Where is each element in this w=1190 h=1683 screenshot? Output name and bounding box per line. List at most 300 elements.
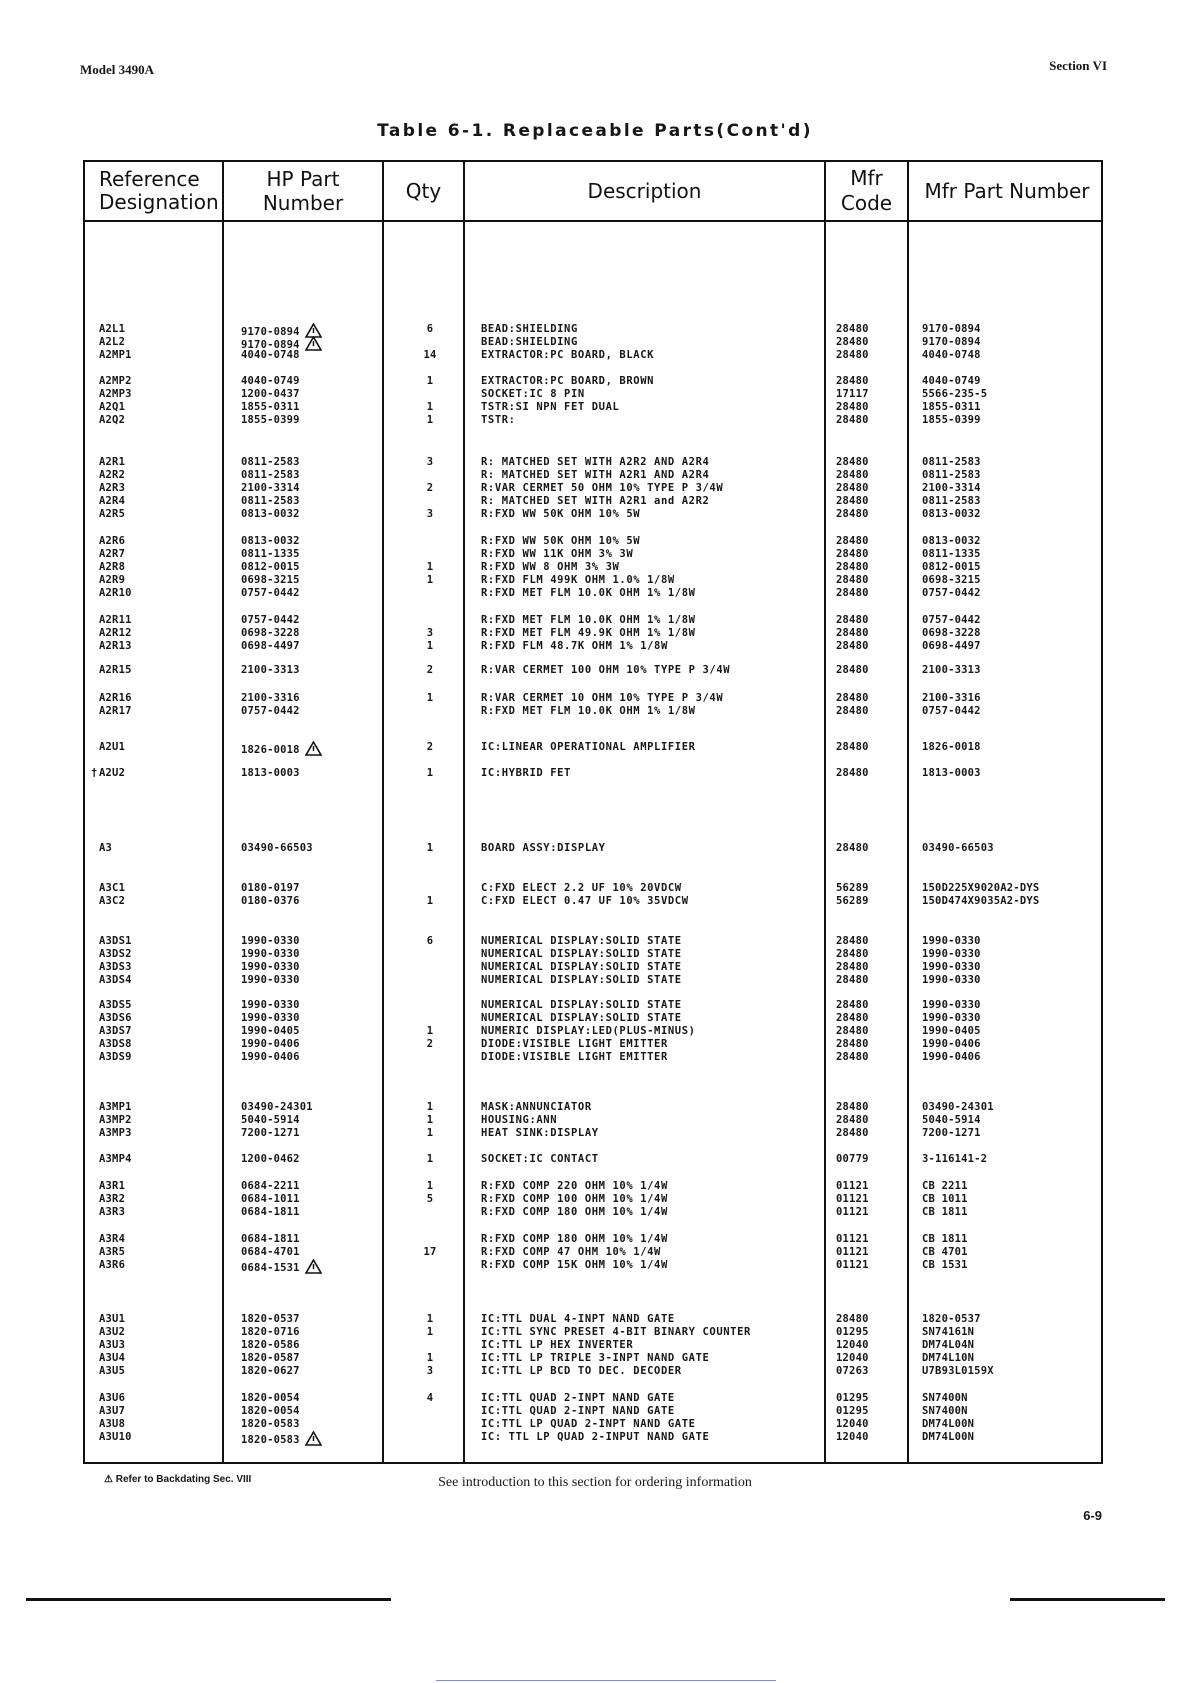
mfr-part-number-cell: 2100-3314 [922, 482, 981, 494]
mfr-code-cell: 56289 [836, 882, 869, 894]
warning-triangle-icon [305, 1431, 322, 1446]
ref-designation-cell: A3DS4 [99, 974, 132, 986]
hp-part-number-cell: 1990-0330 [241, 1012, 300, 1024]
mfr-part-number-cell: 1990-0330 [922, 961, 981, 973]
hp-part-number-cell: 0811-2583 [241, 456, 300, 468]
qty-cell: 1 [426, 1326, 434, 1338]
page-edge-rule-left [26, 1598, 391, 1601]
description-cell: R:FXD MET FLM 10.0K OHM 1% 1/8W [481, 614, 696, 626]
col-header-reference: Reference Designation [99, 167, 219, 214]
description-cell: TSTR: [481, 414, 516, 426]
ref-designation-cell: A2R12 [99, 627, 132, 639]
description-cell: BEAD:SHIELDING [481, 336, 578, 348]
ref-designation-cell: A3C1 [99, 882, 126, 894]
ref-designation-cell: A2R15 [99, 664, 132, 676]
mfr-code-cell: 28480 [836, 935, 869, 947]
description-cell: R:FXD COMP 180 OHM 10% 1/4W [481, 1206, 668, 1218]
hp-part-number-cell: 0757-0442 [241, 614, 300, 626]
hp-part-number-cell: 0698-3228 [241, 627, 300, 639]
mfr-part-number-cell: 0757-0442 [922, 587, 981, 599]
mfr-part-number-cell: 0811-2583 [922, 456, 981, 468]
hp-part-number-cell: 9170-0894 [241, 323, 391, 339]
mfr-code-cell: 28480 [836, 414, 869, 426]
ref-designation-cell: A2R4 [99, 495, 126, 507]
hp-part-number-cell: 1200-0437 [241, 388, 300, 400]
hp-part-number-cell: 0698-4497 [241, 640, 300, 652]
mfr-part-number-cell: 9170-0894 [922, 323, 981, 335]
mfr-part-number-cell: 0812-0015 [922, 561, 981, 573]
mfr-part-number-cell: 2100-3313 [922, 664, 981, 676]
description-cell: EXTRACTOR:PC BOARD, BLACK [481, 349, 655, 361]
ref-designation-cell: A3R2 [99, 1193, 126, 1205]
qty-cell: 3 [426, 627, 434, 639]
description-cell: R:VAR CERMET 100 OHM 10% TYPE P 3/4W [481, 664, 731, 676]
qty-cell: 1 [426, 1153, 434, 1165]
backdating-footnote: ⚠ Refer to Backdating Sec. VIII [104, 1474, 252, 1485]
mfr-part-number-cell: 2100-3316 [922, 692, 981, 704]
mfr-code-cell: 28480 [836, 469, 869, 481]
mfr-part-number-cell: 1990-0330 [922, 1012, 981, 1024]
qty-cell: 6 [426, 935, 434, 947]
mfr-code-cell: 28480 [836, 692, 869, 704]
description-cell: IC:TTL DUAL 4-INPT NAND GATE [481, 1313, 675, 1325]
ref-designation-cell: A2R10 [99, 587, 132, 599]
hp-part-number-cell: 0811-2583 [241, 469, 300, 481]
mfr-code-cell: 01121 [836, 1180, 869, 1192]
hp-part-number-cell: 1820-0583 [241, 1418, 300, 1430]
mfr-code-cell: 28480 [836, 1012, 869, 1024]
qty-cell: 1 [426, 895, 434, 907]
ref-designation-cell: A3R1 [99, 1180, 126, 1192]
hp-part-number-cell: 0813-0032 [241, 535, 300, 547]
qty-cell: 1 [426, 574, 434, 586]
description-cell: R:VAR CERMET 10 OHM 10% TYPE P 3/4W [481, 692, 724, 704]
ordering-note: See introduction to this section for ordering information [438, 1475, 752, 1490]
ref-designation-cell: A3R4 [99, 1233, 126, 1245]
mfr-code-cell: 01295 [836, 1392, 869, 1404]
ref-designation-cell: A3U8 [99, 1418, 126, 1430]
mfr-part-number-cell: 9170-0894 [922, 336, 981, 348]
page-number: 6-9 [1083, 1508, 1102, 1523]
hp-part-number-cell: 9170-0894 [241, 336, 391, 352]
mfr-code-cell: 12040 [836, 1418, 869, 1430]
ref-designation-cell: A2R3 [99, 482, 126, 494]
mfr-part-number-cell: SN7400N [922, 1405, 968, 1417]
mfr-part-number-cell: 5040-5914 [922, 1114, 981, 1126]
mfr-part-number-cell: 4040-0748 [922, 349, 981, 361]
description-cell: IC:TTL SYNC PRESET 4-BIT BINARY COUNTER [481, 1326, 751, 1338]
qty-cell: 3 [426, 1365, 434, 1377]
description-cell: R: MATCHED SET WITH A2R1 AND A2R4 [481, 469, 710, 481]
hp-part-number-cell: 1990-0405 [241, 1025, 300, 1037]
page-edge-rule-right [1010, 1598, 1165, 1601]
ref-designation-cell: A3 [99, 842, 113, 854]
table-caption: Table 6-1. Replaceable Parts(Cont'd) [377, 121, 813, 141]
mfr-part-number-cell: 1990-0330 [922, 948, 981, 960]
hp-part-number-cell: 1990-0330 [241, 935, 300, 947]
ref-designation-cell: A3U7 [99, 1405, 126, 1417]
qty-cell: 1 [426, 375, 434, 387]
mfr-part-number-cell: 5566-235-5 [922, 388, 988, 400]
ref-designation-cell: A2Q2 [99, 414, 126, 426]
qty-cell: 1 [426, 401, 434, 413]
ref-designation-cell: A3R5 [99, 1246, 126, 1258]
hp-part-number-cell: 1820-0054 [241, 1392, 300, 1404]
description-cell: R:FXD COMP 15K OHM 10% 1/4W [481, 1259, 668, 1271]
hp-part-number-cell: 1990-0406 [241, 1051, 300, 1063]
mfr-code-cell: 28480 [836, 401, 869, 413]
description-cell: IC:TTL LP HEX INVERTER [481, 1339, 634, 1351]
mfr-part-number-cell: 1990-0406 [922, 1051, 981, 1063]
mfr-part-number-cell: 0811-2583 [922, 495, 981, 507]
description-cell: IC: TTL LP QUAD 2-INPUT NAND GATE [481, 1431, 710, 1443]
hp-part-number-cell: 0698-3215 [241, 574, 300, 586]
qty-cell: 1 [426, 561, 434, 573]
hp-part-number-cell: 0812-0015 [241, 561, 300, 573]
mfr-code-cell: 28480 [836, 349, 869, 361]
description-cell: SOCKET:IC 8 PIN [481, 388, 585, 400]
ref-designation-cell: A2L2 [99, 336, 126, 348]
mfr-code-cell: 01295 [836, 1326, 869, 1338]
warning-triangle-icon [305, 1259, 322, 1274]
mfr-code-cell: 28480 [836, 482, 869, 494]
hp-part-number-cell: 0684-1011 [241, 1193, 300, 1205]
description-cell: DIODE:VISIBLE LIGHT EMITTER [481, 1038, 668, 1050]
mfr-code-cell: 28480 [836, 574, 869, 586]
hp-part-number-cell: 0684-1811 [241, 1233, 300, 1245]
description-cell: HOUSING:ANN [481, 1114, 558, 1126]
hp-part-number-cell: 1820-0054 [241, 1405, 300, 1417]
mfr-part-number-cell: SN7400N [922, 1392, 968, 1404]
qty-cell: 1 [426, 1313, 434, 1325]
ref-designation-cell: A2R11 [99, 614, 132, 626]
qty-cell: 1 [426, 640, 434, 652]
mfr-code-cell: 28480 [836, 767, 869, 779]
ref-designation-cell: A3R6 [99, 1259, 126, 1271]
description-cell: R:FXD WW 50K OHM 10% 5W [481, 535, 641, 547]
ref-designation-cell: A3U5 [99, 1365, 126, 1377]
mfr-part-number-cell: 0698-4497 [922, 640, 981, 652]
ref-designation-cell: A2R5 [99, 508, 126, 520]
description-cell: R:FXD WW 11K OHM 3% 3W [481, 548, 634, 560]
mfr-part-number-cell: 0811-1335 [922, 548, 981, 560]
mfr-part-number-cell: CB 1531 [922, 1259, 968, 1271]
hp-part-number-cell: 03490-24301 [241, 1101, 313, 1113]
mfr-part-number-cell: 0698-3228 [922, 627, 981, 639]
description-cell: R:FXD WW 50K OHM 10% 5W [481, 508, 641, 520]
hp-part-number-cell: 7200-1271 [241, 1127, 300, 1139]
mfr-code-cell: 12040 [836, 1352, 869, 1364]
mfr-part-number-cell: 1990-0330 [922, 935, 981, 947]
description-cell: R:VAR CERMET 50 OHM 10% TYPE P 3/4W [481, 482, 724, 494]
qty-cell: 3 [426, 508, 434, 520]
qty-cell: 1 [426, 1025, 434, 1037]
description-cell: NUMERICAL DISPLAY:SOLID STATE [481, 961, 682, 973]
hp-part-number-cell: 1820-0586 [241, 1339, 300, 1351]
qty-cell: 2 [426, 1038, 434, 1050]
mfr-code-cell: 28480 [836, 842, 869, 854]
ref-designation-cell: A3DS3 [99, 961, 132, 973]
hp-part-number-cell: 1990-0406 [241, 1038, 300, 1050]
hp-part-number-cell: 0180-0376 [241, 895, 300, 907]
mfr-part-number-cell: CB 1011 [922, 1193, 968, 1205]
ref-designation-cell: A3DS7 [99, 1025, 132, 1037]
ref-designation-cell: A3DS6 [99, 1012, 132, 1024]
mfr-part-number-cell: CB 4701 [922, 1246, 968, 1258]
mfr-code-cell: 12040 [836, 1431, 869, 1443]
mfr-code-cell: 28480 [836, 1101, 869, 1113]
ref-designation-cell: A2R6 [99, 535, 126, 547]
mfr-code-cell: 28480 [836, 627, 869, 639]
hp-part-number-cell: 0684-1811 [241, 1206, 300, 1218]
description-cell: IC:TTL LP QUAD 2-INPT NAND GATE [481, 1418, 696, 1430]
ref-designation-cell: A2R7 [99, 548, 126, 560]
ref-designation-cell: A3MP2 [99, 1114, 132, 1126]
mfr-code-cell: 28480 [836, 1025, 869, 1037]
description-cell: MASK:ANNUNCIATOR [481, 1101, 592, 1113]
mfr-code-cell: 01121 [836, 1246, 869, 1258]
hp-part-number-cell: 4040-0749 [241, 375, 300, 387]
mfr-part-number-cell: 7200-1271 [922, 1127, 981, 1139]
ref-designation-cell: A2R9 [99, 574, 126, 586]
mfr-part-number-cell: 3-116141-2 [922, 1153, 988, 1165]
hp-part-number-cell: 0684-4701 [241, 1246, 300, 1258]
mfr-part-number-cell: CB 1811 [922, 1206, 968, 1218]
mfr-part-number-cell: 150D474X9035A2-DYS [922, 895, 1040, 907]
hp-part-number-cell: 1813-0003 [241, 767, 300, 779]
qty-cell: 1 [426, 692, 434, 704]
ref-designation-cell: A2MP3 [99, 388, 132, 400]
description-cell: NUMERICAL DISPLAY:SOLID STATE [481, 935, 682, 947]
ref-designation-cell: A2R1 [99, 456, 126, 468]
description-cell: R: MATCHED SET WITH A2R2 AND A2R4 [481, 456, 710, 468]
mfr-part-number-cell: 0813-0032 [922, 508, 981, 520]
hp-part-number-cell: 1820-0587 [241, 1352, 300, 1364]
qty-cell: 6 [426, 323, 434, 335]
hp-part-number-cell: 1855-0311 [241, 401, 300, 413]
mfr-part-number-cell: 4040-0749 [922, 375, 981, 387]
mfr-part-number-cell: CB 1811 [922, 1233, 968, 1245]
mfr-code-cell: 01121 [836, 1193, 869, 1205]
description-cell: R:FXD MET FLM 10.0K OHM 1% 1/8W [481, 705, 696, 717]
mfr-part-number-cell: CB 2211 [922, 1180, 968, 1192]
mfr-code-cell: 28480 [836, 323, 869, 335]
ref-designation-cell: A2R16 [99, 692, 132, 704]
description-cell: NUMERICAL DISPLAY:SOLID STATE [481, 999, 682, 1011]
mfr-code-cell: 28480 [836, 961, 869, 973]
mfr-code-cell: 28480 [836, 561, 869, 573]
hp-part-number-cell: 2100-3314 [241, 482, 300, 494]
description-cell: R:FXD MET FLM 49.9K OHM 1% 1/8W [481, 627, 696, 639]
hp-part-number-cell: 2100-3316 [241, 692, 300, 704]
mfr-part-number-cell: 1990-0330 [922, 999, 981, 1011]
description-cell: C:FXD ELECT 0.47 UF 10% 35VDCW [481, 895, 689, 907]
ref-designation-cell: A3U10 [99, 1431, 132, 1443]
qty-cell: 1 [426, 1352, 434, 1364]
ref-designation-cell: A3U3 [99, 1339, 126, 1351]
mfr-part-number-cell: 1813-0003 [922, 767, 981, 779]
ref-designation-cell: A3DS1 [99, 935, 132, 947]
qty-cell: 2 [426, 482, 434, 494]
description-cell: NUMERICAL DISPLAY:SOLID STATE [481, 974, 682, 986]
ref-designation-cell: A2Q1 [99, 401, 126, 413]
ref-designation-cell: A3DS9 [99, 1051, 132, 1063]
mfr-part-number-cell: 0813-0032 [922, 535, 981, 547]
qty-cell: 1 [426, 842, 434, 854]
mfr-part-number-cell: DM74L00N [922, 1431, 975, 1443]
hp-part-number-cell: 1820-0583 [241, 1431, 391, 1447]
mfr-code-cell: 28480 [836, 456, 869, 468]
description-cell: BOARD ASSY:DISPLAY [481, 842, 606, 854]
col-header-mfr-code: Mfr Code [840, 166, 893, 215]
col-header-hp-part: HP Part Number [262, 167, 344, 215]
col-header-description: Description [587, 179, 702, 203]
hp-part-number-cell: 1200-0462 [241, 1153, 300, 1165]
description-cell: NUMERICAL DISPLAY:SOLID STATE [481, 1012, 682, 1024]
qty-cell: 17 [423, 1246, 437, 1258]
description-cell: TSTR:SI NPN FET DUAL [481, 401, 620, 413]
hp-part-number-cell: 2100-3313 [241, 664, 300, 676]
mfr-part-number-cell: 0698-3215 [922, 574, 981, 586]
mfr-code-cell: 01121 [836, 1206, 869, 1218]
col-header-qty: Qty [405, 179, 442, 203]
ref-designation-cell: A3DS8 [99, 1038, 132, 1050]
ref-designation-cell: A3U4 [99, 1352, 126, 1364]
mfr-code-cell: 01121 [836, 1259, 869, 1271]
mfr-code-cell: 28480 [836, 1313, 869, 1325]
qty-cell: 1 [426, 1101, 434, 1113]
description-cell: BEAD:SHIELDING [481, 323, 578, 335]
description-cell: IC:TTL QUAD 2-INPT NAND GATE [481, 1405, 675, 1417]
mfr-part-number-cell: DM74L00N [922, 1418, 975, 1430]
mfr-part-number-cell: SN74161N [922, 1326, 975, 1338]
description-cell: R:FXD WW 8 OHM 3% 3W [481, 561, 620, 573]
qty-cell: 1 [426, 1127, 434, 1139]
hp-part-number-cell: 5040-5914 [241, 1114, 300, 1126]
mfr-code-cell: 28480 [836, 535, 869, 547]
hp-part-number-cell: 0684-2211 [241, 1180, 300, 1192]
hp-part-number-cell: 1820-0716 [241, 1326, 300, 1338]
ref-designation-cell: A3C2 [99, 895, 126, 907]
hp-part-number-cell: 0180-0197 [241, 882, 300, 894]
mfr-code-cell: 28480 [836, 664, 869, 676]
ref-designation-cell: A2R2 [99, 469, 126, 481]
mfr-part-number-cell: 150D225X9020A2-DYS [922, 882, 1040, 894]
description-cell: R:FXD FLM 48.7K OHM 1% 1/8W [481, 640, 668, 652]
qty-cell: 2 [426, 741, 434, 753]
qty-cell: 1 [426, 767, 434, 779]
mfr-part-number-cell: 0811-2583 [922, 469, 981, 481]
mfr-part-number-cell: 03490-66503 [922, 842, 994, 854]
mfr-part-number-cell: 1990-0406 [922, 1038, 981, 1050]
ref-designation-cell: A3MP1 [99, 1101, 132, 1113]
hp-part-number-cell: 1820-0537 [241, 1313, 300, 1325]
hp-part-number-cell: 0811-1335 [241, 548, 300, 560]
description-cell: IC:HYBRID FET [481, 767, 571, 779]
description-cell: EXTRACTOR:PC BOARD, BROWN [481, 375, 655, 387]
mfr-code-cell: 28480 [836, 705, 869, 717]
hp-part-number-cell: 03490-66503 [241, 842, 313, 854]
description-cell: R:FXD COMP 180 OHM 10% 1/4W [481, 1233, 668, 1245]
description-cell: HEAT SINK:DISPLAY [481, 1127, 599, 1139]
mfr-part-number-cell: 03490-24301 [922, 1101, 994, 1113]
ref-designation-cell: A2R8 [99, 561, 126, 573]
hp-part-number-cell: 0757-0442 [241, 705, 300, 717]
ref-designation-cell: A2R17 [99, 705, 132, 717]
hp-part-number-cell: 0811-2583 [241, 495, 300, 507]
description-cell: R:FXD COMP 100 OHM 10% 1/4W [481, 1193, 668, 1205]
description-cell: R:FXD COMP 220 OHM 10% 1/4W [481, 1180, 668, 1192]
mfr-part-number-cell: U7B93L0159X [922, 1365, 994, 1377]
mfr-part-number-cell: 1855-0399 [922, 414, 981, 426]
ref-designation-cell: A3U1 [99, 1313, 126, 1325]
qty-cell: 3 [426, 456, 434, 468]
qty-cell: 1 [426, 414, 434, 426]
ref-designation-cell: A2U2 [99, 767, 126, 779]
mfr-code-cell: 01121 [836, 1233, 869, 1245]
mfr-part-number-cell: 1990-0330 [922, 974, 981, 986]
hp-part-number-cell: 0813-0032 [241, 508, 300, 520]
mfr-part-number-cell: 1855-0311 [922, 401, 981, 413]
mfr-code-cell: 12040 [836, 1339, 869, 1351]
mfr-code-cell: 28480 [836, 1051, 869, 1063]
mfr-code-cell: 28480 [836, 614, 869, 626]
mfr-code-cell: 28480 [836, 587, 869, 599]
qty-cell: 14 [423, 349, 437, 361]
mfr-code-cell: 28480 [836, 974, 869, 986]
hp-part-number-cell: 1820-0627 [241, 1365, 300, 1377]
mfr-part-number-cell: 1820-0537 [922, 1313, 981, 1325]
description-cell: R:FXD MET FLM 10.0K OHM 1% 1/8W [481, 587, 696, 599]
mfr-code-cell: 28480 [836, 1127, 869, 1139]
description-cell: IC:TTL LP TRIPLE 3-INPT NAND GATE [481, 1352, 710, 1364]
mfr-code-cell: 28480 [836, 640, 869, 652]
mfr-code-cell: 28480 [836, 741, 869, 753]
description-cell: IC:TTL QUAD 2-INPT NAND GATE [481, 1392, 675, 1404]
description-cell: SOCKET:IC CONTACT [481, 1153, 599, 1165]
description-cell: R:FXD FLM 499K OHM 1.0% 1/8W [481, 574, 675, 586]
qty-cell: 1 [426, 1180, 434, 1192]
hp-part-number-cell: 0684-1531 [241, 1259, 391, 1275]
page-bottom-line [436, 1680, 776, 1681]
mfr-code-cell: 28480 [836, 948, 869, 960]
description-cell: R:FXD COMP 47 OHM 10% 1/4W [481, 1246, 661, 1258]
ref-designation-cell: A3U2 [99, 1326, 126, 1338]
model-label: Model 3490A [80, 62, 155, 77]
mfr-code-cell: 17117 [836, 388, 869, 400]
mfr-code-cell: 00779 [836, 1153, 869, 1165]
description-cell: R: MATCHED SET WITH A2R1 and A2R2 [481, 495, 710, 507]
mfr-part-number-cell: 0757-0442 [922, 614, 981, 626]
qty-cell: 5 [426, 1193, 434, 1205]
ref-designation-cell: A3U6 [99, 1392, 126, 1404]
hp-part-number-cell: 1990-0330 [241, 948, 300, 960]
mfr-code-cell: 28480 [836, 999, 869, 1011]
qty-cell: 1 [426, 1114, 434, 1126]
mfr-code-cell: 28480 [836, 336, 869, 348]
ref-designation-cell: A2MP1 [99, 349, 132, 361]
mfr-part-number-cell: 1826-0018 [922, 741, 981, 753]
description-cell: IC:LINEAR OPERATIONAL AMPLIFIER [481, 741, 696, 753]
hp-part-number-cell: 1990-0330 [241, 974, 300, 986]
ref-designation-cell: A3MP3 [99, 1127, 132, 1139]
mfr-part-number-cell: 0757-0442 [922, 705, 981, 717]
warning-triangle-icon [305, 741, 322, 756]
dagger-mark: † [91, 767, 98, 779]
ref-designation-cell: A2U1 [99, 741, 126, 753]
description-cell: DIODE:VISIBLE LIGHT EMITTER [481, 1051, 668, 1063]
ref-designation-cell: A3DS5 [99, 999, 132, 1011]
